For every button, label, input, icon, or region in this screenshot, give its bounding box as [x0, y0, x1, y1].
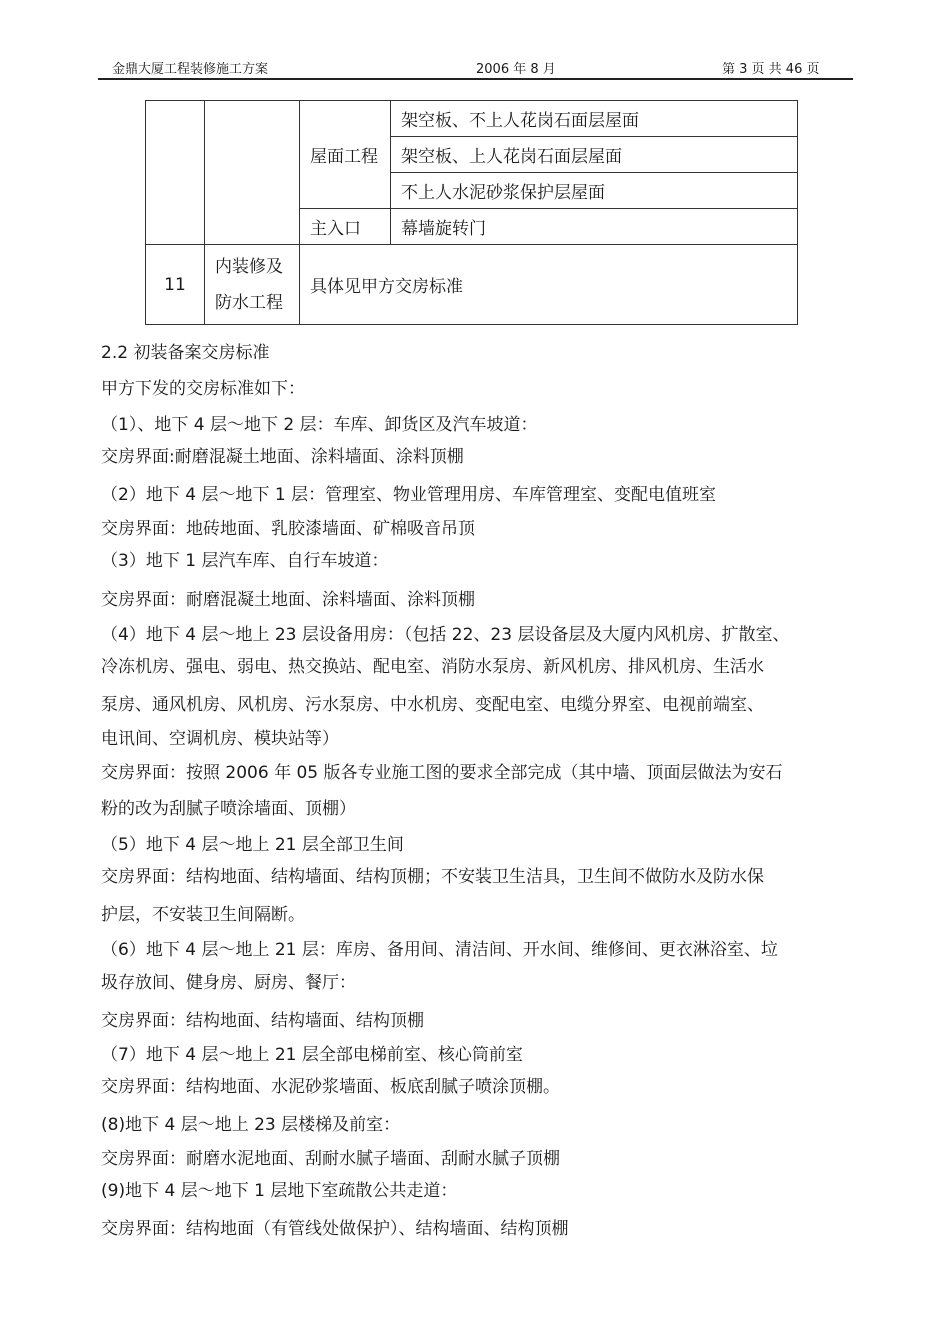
- table-row: [146, 245, 798, 325]
- body-line: 交房界面:耐磨混凝土地面、涂料墙面、涂料顶棚: [101, 447, 464, 467]
- header-document-title: 金鼎大厦工程装修施工方案: [112, 62, 269, 77]
- body-line: 电讯间、空调机房、模块站等）: [101, 729, 339, 749]
- roof-item: 架空板、上人花岗石面层屋面: [391, 137, 798, 173]
- scope-table: [145, 100, 798, 325]
- table-cell-number-empty: [146, 101, 205, 245]
- body-line: 交房界面：结构地面（有管线处做保护）、结构墙面、结构顶棚: [101, 1219, 569, 1239]
- body-line: （2）地下 4 层～地下 1 层：管理室、物业管理用房、车库管理室、变配电值班室: [101, 485, 717, 505]
- body-line: 泵房、通风机房、风机房、污水泵房、中水机房、变配电室、电缆分界室、电视前端室、: [101, 695, 764, 715]
- body-line: （7）地下 4 层～地上 21 层全部电梯前室、核心筒前室: [101, 1045, 523, 1065]
- row-name-line: 内装修及: [215, 256, 283, 277]
- body-line: (8)地下 4 层～地上 23 层楼梯及前室：: [101, 1115, 401, 1135]
- header-divider: [98, 78, 853, 80]
- header-date: 2006 年 8 月: [476, 62, 556, 77]
- body-line: 交房界面：按照 2006 年 05 版各专业施工图的要求全部完成（其中墙、顶面层做法为安石: [101, 763, 783, 783]
- body-line: 交房界面：结构地面、结构墙面、结构顶棚；不安装卫生洁具，卫生间不做防水及防水保: [101, 867, 764, 887]
- body-line: 交房界面：耐磨水泥地面、刮耐水腻子墙面、刮耐水腻子顶棚: [101, 1149, 560, 1169]
- body-line: （3）地下 1 层汽车库、自行车坡道：: [101, 551, 389, 571]
- body-line: 交房界面：结构地面、结构墙面、结构顶棚: [101, 1011, 424, 1031]
- header-page-number: 第 3 页 共 46 页: [722, 62, 820, 77]
- body-line: 甲方下发的交房标准如下：: [101, 379, 305, 399]
- body-line: 交房界面：地砖地面、乳胶漆墙面、矿棉吸音吊顶: [101, 519, 475, 539]
- body-line: (9)地下 4 层～地下 1 层地下室疏散公共走道：: [101, 1181, 458, 1201]
- body-line: 冷冻机房、强电、弱电、热交换站、配电室、消防水泵房、新风机房、排风机房、生活水: [101, 657, 764, 677]
- body-line: 护层，不安装卫生间隔断。: [101, 905, 305, 925]
- row-number: 11: [146, 245, 205, 325]
- entrance-label: 主入口: [300, 209, 391, 245]
- body-line: 交房界面：耐磨混凝土地面、涂料墙面、涂料顶棚: [101, 590, 475, 610]
- row-description: 具体见甲方交房标准: [300, 245, 798, 325]
- body-line: （1）、地下 4 层～地下 2 层：车库、卸货区及汽车坡道：: [101, 415, 538, 435]
- table-row: [146, 101, 798, 137]
- body-line: 交房界面：结构地面、水泥砂浆墙面、板底刮腻子喷涂顶棚。: [101, 1077, 560, 1097]
- body-line: （5）地下 4 层～地上 21 层全部卫生间: [101, 835, 404, 855]
- table-cell-name-empty: [205, 101, 300, 245]
- row-name: [205, 245, 300, 325]
- section-heading: 2.2 初装备案交房标准: [101, 343, 270, 363]
- roof-item: 不上人水泥砂浆保护层屋面: [391, 173, 798, 209]
- page-header: [98, 56, 853, 80]
- body-line: （4）地下 4 层～地上 23 层设备用房：（包括 22、23 层设备层及大厦内风机房、扩散室、: [101, 625, 790, 645]
- roof-item: 架空板、不上人花岗石面层屋面: [391, 101, 798, 137]
- body-line: （6）地下 4 层～地上 21 层：库房、备用间、清洁间、开水间、维修间、更衣淋浴室、垃: [101, 940, 778, 960]
- row-name-line: 防水工程: [215, 292, 283, 313]
- roof-label: 屋面工程: [300, 101, 391, 209]
- body-line: 粉的改为刮腻子喷涂墙面、顶棚）: [101, 799, 356, 819]
- body-line: 圾存放间、健身房、厨房、餐厅：: [101, 973, 356, 993]
- entrance-item: 幕墙旋转门: [391, 209, 798, 245]
